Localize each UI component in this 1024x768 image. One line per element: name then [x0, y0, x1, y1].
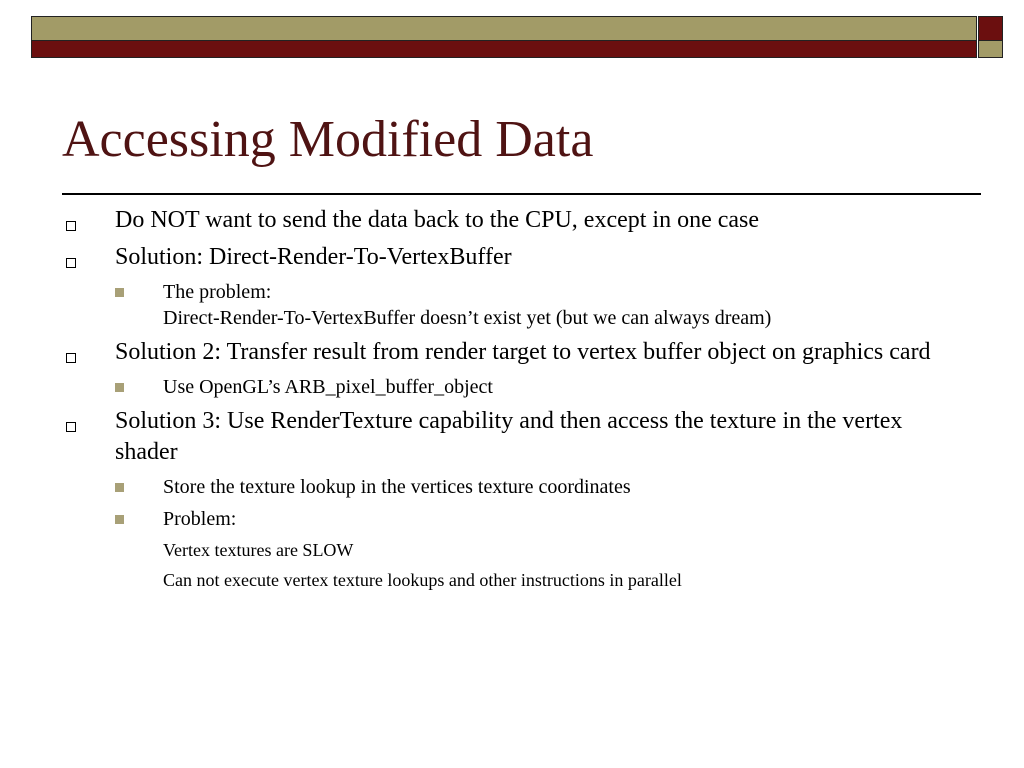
sub-bullet-text: Use OpenGL’s ARB_pixel_buffer_object — [163, 376, 493, 398]
header-bar — [31, 16, 977, 58]
hollow-square-bullet-icon — [66, 258, 76, 268]
filled-square-bullet-icon — [115, 383, 124, 392]
bullet-item-2 — [62, 242, 962, 273]
hollow-square-bullet-icon — [66, 221, 76, 231]
sub-bullet-text: Store the texture lookup in the vertices texture coordinates — [163, 476, 631, 498]
corner-olive-square — [978, 41, 1003, 58]
bullet-text: Solution 3: Use RenderTexture capability and then access the texture in the vertex shader — [115, 408, 903, 465]
bullet-item-1 — [62, 205, 962, 236]
filled-square-bullet-icon — [115, 515, 124, 524]
sub-bullet-text: Problem: — [163, 508, 237, 530]
hollow-square-bullet-icon — [66, 353, 76, 363]
sub-bullet-item-4-1 — [62, 474, 962, 500]
filled-square-bullet-icon — [115, 288, 124, 297]
sub-bullet-item-3-1 — [62, 374, 962, 400]
sub-bullet-item-4-2 — [62, 506, 962, 532]
sub-bullet-item-2-1 — [62, 279, 962, 331]
corner-maroon-square — [978, 16, 1003, 41]
sub-sub-text: Can not execute vertex texture lookups and other instructions in parallel — [163, 570, 682, 590]
sub-bullet-text: The problem: — [163, 281, 272, 303]
bullet-text: Solution: Direct-Render-To-VertexBuffer — [115, 244, 512, 270]
header-maroon-stripe — [31, 41, 977, 58]
bullet-item-4 — [62, 406, 962, 468]
bullet-item-3 — [62, 337, 962, 368]
slide-content — [62, 205, 962, 598]
filled-square-bullet-icon — [115, 483, 124, 492]
title-divider — [62, 193, 981, 195]
header-olive-stripe — [31, 16, 977, 41]
slide-title: Accessing Modified Data — [62, 111, 594, 168]
bullet-text: Do NOT want to send the data back to the CPU, except in one case — [115, 207, 760, 233]
sub-bullet-text: Direct-Render-To-VertexBuffer doesn’t exist yet (but we can always dream) — [163, 307, 772, 329]
sub-sub-text: Vertex textures are SLOW — [163, 540, 354, 560]
bullet-text: Solution 2: Transfer result from render target to vertex buffer object on graphics card — [115, 339, 931, 365]
sub-sub-item-4-2-2 — [62, 568, 962, 592]
hollow-square-bullet-icon — [66, 422, 76, 432]
sub-sub-item-4-2-1 — [62, 538, 962, 562]
